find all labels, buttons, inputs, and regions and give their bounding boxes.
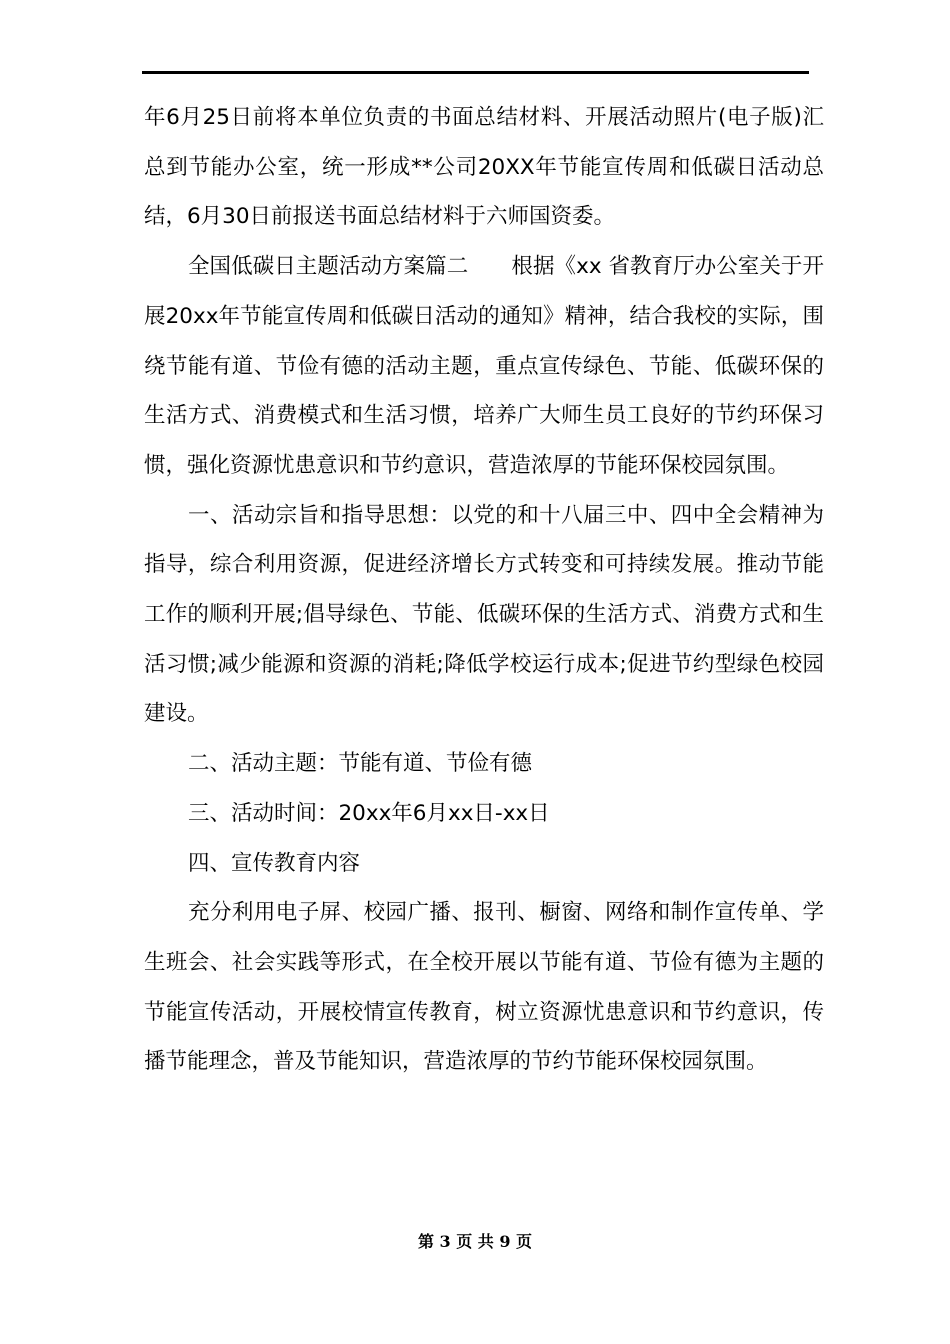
paragraph-content-heading: 四、宣传教育内容	[188, 850, 361, 876]
paragraph-theme: 二、活动主题：节能有道、节俭有德	[188, 751, 533, 777]
page-number-footer: 第 3 页 共 9 页	[417, 1232, 533, 1251]
paragraph-continuation: 年6月25日前将本单位负责的书面总结材料、开展活动照片(电子版)汇总到节能办公室，统一形成**公司20XX年节能宣传周和低碳日活动总结，6月30日前报送书面总结材料于六师国资委。	[144, 105, 824, 230]
header-rule	[142, 71, 809, 74]
paragraph-purpose: 一、活动宗旨和指导思想：以党的和十八届三中、四中全会精神为指导，综合利用资源，促进经济增长方式转变和可持续发展。推动节能工作的顺利开展;倡导绿色、节能、低碳环保的生活方式、消费方式和生活习惯;减少能源和资源的消耗;降低学校运行成本;促进节约型绿色校园建设。	[144, 502, 824, 727]
paragraph-plan-intro: 全国低碳日主题活动方案篇二 根据《xx 省教育厅办公室关于开展20xx年节能宣传周和低碳日活动的通知》精神，结合我校的实际，围绕节能有道、节俭有德的活动主题，重点宣传绿色、节能、低碳环保的生活方式、消费模式和生活习惯，培养广大师生员工良好的节约环保习惯，强化资源忧患意识和节约意识，营造浓厚的节能环保校园氛围。	[144, 254, 824, 478]
document-body	[144, 93, 824, 1087]
paragraph-time: 三、活动时间：20xx年6月xx日-xx日	[188, 800, 550, 826]
paragraph-content-body: 充分利用电子屏、校园广播、报刊、橱窗、网络和制作宣传单、学生班会、社会实践等形式，在全校开展以节能有道、节俭有德为主题的节能宣传活动，开展校情宣传教育，树立资源忧患意识和节约意识，传播节能理念，普及节能知识，营造浓厚的节约节能环保校园氛围。	[144, 900, 824, 1075]
